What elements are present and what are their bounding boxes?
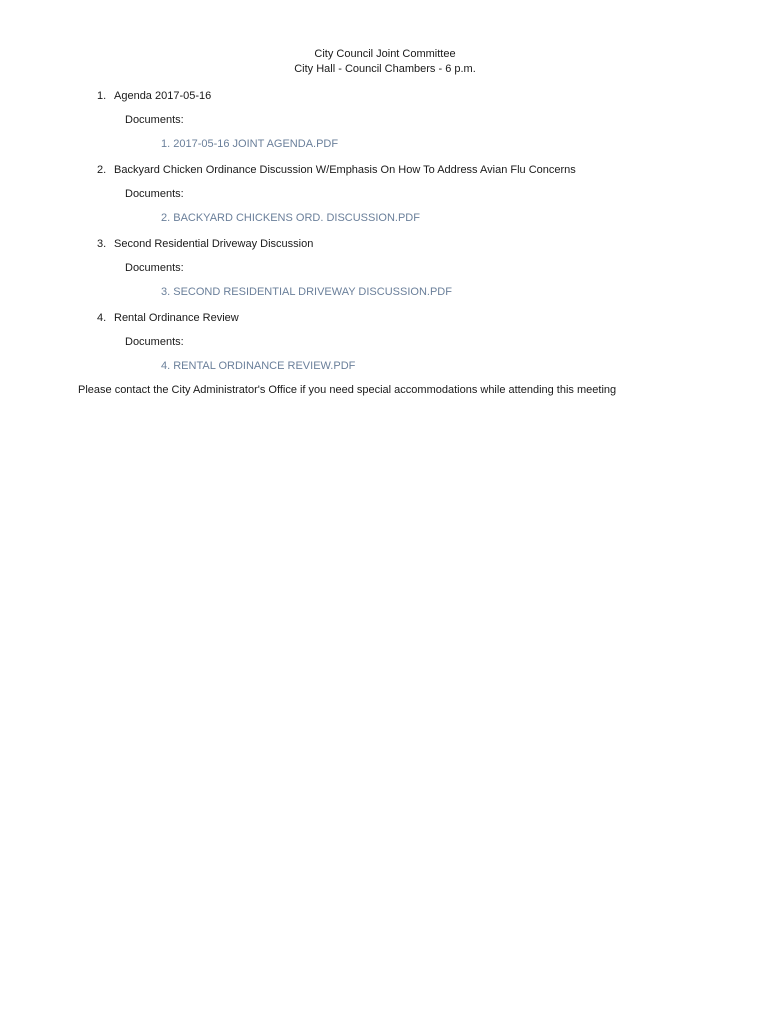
document-link-backyard-chickens[interactable]: 2. BACKYARD CHICKENS ORD. DISCUSSION.PDF [161,212,420,224]
agenda-item-number: 1. [97,90,107,102]
agenda-item-label: Agenda 2017-05-16 [114,90,212,102]
documents-label: Documents: [125,336,184,348]
agenda-item-number: 3. [97,238,107,250]
agenda-item-title [97,89,211,103]
document-link-joint-agenda[interactable]: 1. 2017-05-16 JOINT AGENDA.PDF [161,138,339,150]
documents-label: Documents: [125,262,184,274]
agenda-item-number: 4. [97,312,107,324]
agenda-item-number: 2. [97,164,107,176]
documents-label: Documents: [125,188,184,200]
agenda-item-4 [0,311,770,385]
agenda-header [0,47,770,77]
page-title: City Council Joint Committee [314,48,456,60]
document-link-residential-driveway[interactable]: 3. SECOND RESIDENTIAL DRIVEWAY DISCUSSION.PDF [161,286,452,298]
document-link-rental-ordinance[interactable]: 4. RENTAL ORDINANCE REVIEW.PDF [161,360,356,372]
agenda-item-3 [0,237,770,311]
meeting-location: City Hall - Council Chambers - 6 p.m. [294,63,476,75]
agenda-item-2 [0,163,770,237]
agenda-item-label: Second Residential Driveway Discussion [114,238,314,250]
agenda-item-title [97,311,239,325]
documents-label: Documents: [125,114,184,126]
accommodations-notice: Please contact the City Administrator's Office if you need special accommodations while attending this meeting [78,384,617,396]
agenda-item-title [97,163,576,177]
agenda-item-label: Backyard Chicken Ordinance Discussion W/Emphasis On How To Address Avian Flu Concerns [114,164,576,176]
agenda-item-label: Rental Ordinance Review [114,312,239,324]
agenda-item-title [97,237,313,251]
agenda-item-1 [0,89,770,163]
agenda-items-list [0,89,770,385]
